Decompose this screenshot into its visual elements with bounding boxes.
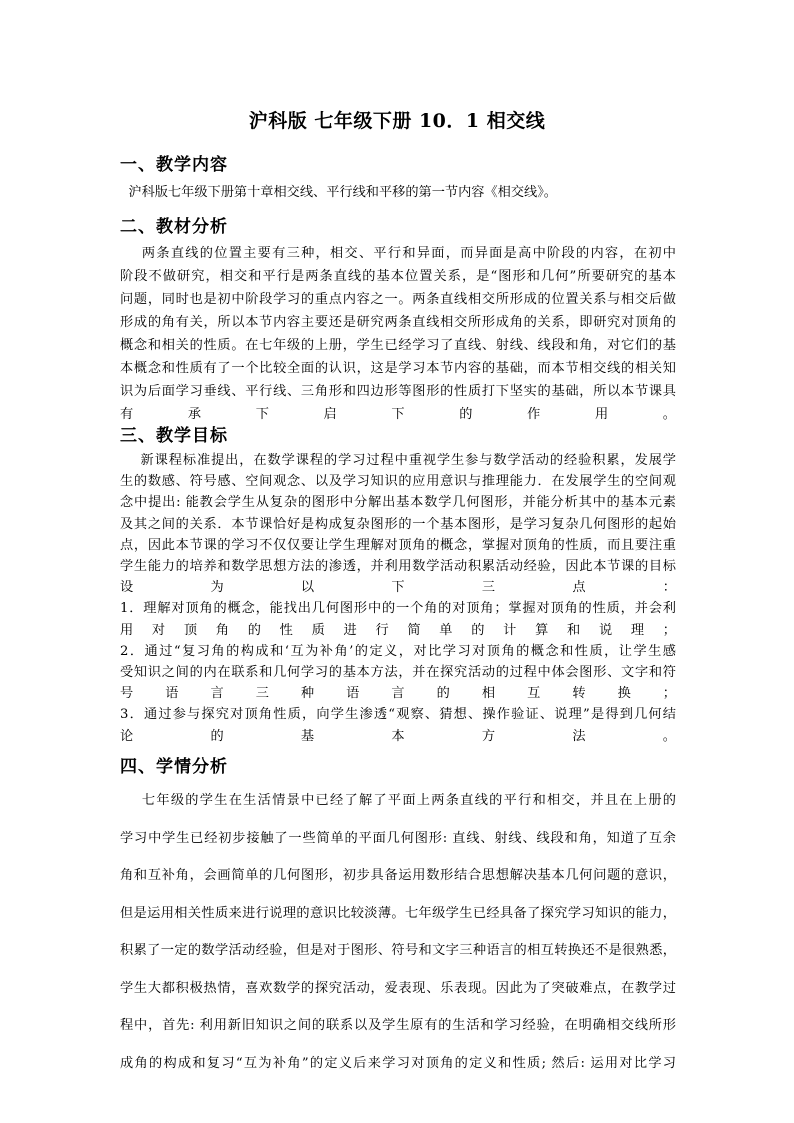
text-line: 两条直线的位置主要有三种，相交、平行和异面，而异面是高中阶段的内容，在初中: [120, 246, 676, 261]
text-line: 号语言三种语言的相互转换；: [120, 686, 676, 702]
text-line: 形成的角有关，所以本节内容主要还是研究两条直线相交所形成角的关系，即研究对顶角的: [120, 315, 676, 330]
text-line: 念中提出: 能教会学生从复杂的图形中分解出基本数学几何图形，并能分析其中的基本元素: [120, 495, 676, 511]
text-line: 点，因此本节课的学习不仅仅要让学生理解对顶角的概念，掌握对顶角的性质，而且要注重: [120, 537, 676, 553]
text-line: 学习中学生已经初步接触了一些简单的平面几何图形: 直线、射线、线段和角，知道了互余: [120, 830, 676, 846]
text-line: 积累了一定的数学活动经验，但是对于图形、符号和文字三种语言的相互转换还不是很熟悉，: [120, 943, 676, 958]
section-body-student-analysis: [120, 782, 676, 1082]
section-heading-material-analysis: 二、教材分析: [120, 217, 228, 237]
section-body-content: [120, 181, 676, 204]
text-line: 有承下启下的作用。: [120, 407, 676, 422]
text-line: 论的基本方法。: [120, 728, 676, 744]
text-line: 用对顶角的性质进行简单的计算和说理；: [120, 622, 676, 638]
text-line: 角和互补角，会画简单的几何图形，初步具备运用数形结合思想解决基本几何问题的意识，: [120, 868, 676, 883]
section-body-material-analysis: [120, 242, 676, 426]
text-line: 学生能力的培养和数学思想方法的渗透，并利用数学活动积累活动经验，因此本节课的目标: [120, 559, 676, 575]
text-line: 1．理解对顶角的概念，能找出几何图形中的一个角的对顶角；掌握对顶角的性质，并会利: [120, 601, 676, 617]
text-line: 问题，同时也是初中阶段学习的重点内容之一。两条直线相交所形成的位置关系与相交后做: [120, 292, 676, 307]
text-line: 程中，首先: 利用新旧知识之间的联系以及学生原有的生活和学习经验，在明确相交线所形: [120, 1018, 676, 1033]
section-heading-content: 一、教学内容: [120, 155, 228, 175]
text-line: 七年级的学生在生活情景中已经了解了平面上两条直线的平行和相交，并且在上册的: [120, 793, 676, 808]
text-line: 阶段不做研究，相交和平行是两条直线的基本位置关系，是“图形和几何”所要研究的基本: [120, 269, 676, 284]
text-line: 2．通过“复习角的构成和‘互为补角’的定义，对比学习对顶角的概念和性质，让学生感: [120, 643, 676, 659]
text-line: 概念和相关的性质。在七年级的上册，学生已经学习了直线、射线、线段和角，对它们的基: [120, 338, 676, 353]
text-line: 新课程标准提出，在数学课程的学习过程中重视学生参与数学活动的经验积累，发展学: [120, 453, 676, 468]
section-body-teaching-goals: [120, 450, 676, 747]
text-line: 及其之间的关系．本节课恰好是构成复杂图形的一个基本图形，是学习复杂几何图形的起始: [120, 516, 676, 532]
section-heading-student-analysis: 四、学情分析: [120, 757, 228, 777]
text-line: 成角的构成和复习“互为补角”的定义后来学习对顶角的定义和性质; 然后: 运用对比学习: [120, 1055, 676, 1071]
text-line: 设为以下三点：: [120, 580, 676, 596]
text-line: 学生大都积极热情，喜欢数学的探究活动，爱表现、乐表现。因此为了突破难点，在教学过: [120, 980, 676, 996]
document-title: 沪科版 七年级下册 10．1 相交线: [248, 110, 546, 132]
text-line: 沪科版七年级下册第十章相交线、平行线和平移的第一节内容《相交线》。: [120, 185, 557, 200]
text-line: 受知识之间的内在联系和几何学习的基本方法，并在探究活动的过程中体会图形、文字和符: [120, 665, 676, 681]
text-line: 本概念和性质有了一个比较全面的认识，这是学习本节内容的基础，而本节相交线的相关知: [120, 361, 676, 376]
text-line: 3．通过参与探究对顶角性质，向学生渗透“观察、猜想、操作验证、说理”是得到几何结: [120, 707, 676, 723]
text-line: 但是运用相关性质来进行说理的意识比较淡薄。七年级学生已经具备了探究学习知识的能力，: [120, 905, 676, 921]
text-line: 识为后面学习垂线、平行线、三角形和四边形等图形的性质打下坚实的基础，所以本节课具: [120, 384, 676, 399]
section-heading-teaching-goals: 三、教学目标: [120, 426, 228, 446]
text-line: 生的数感、符号感、空间观念、以及学习知识的应用意识与推理能力．在发展学生的空间观: [120, 474, 676, 490]
